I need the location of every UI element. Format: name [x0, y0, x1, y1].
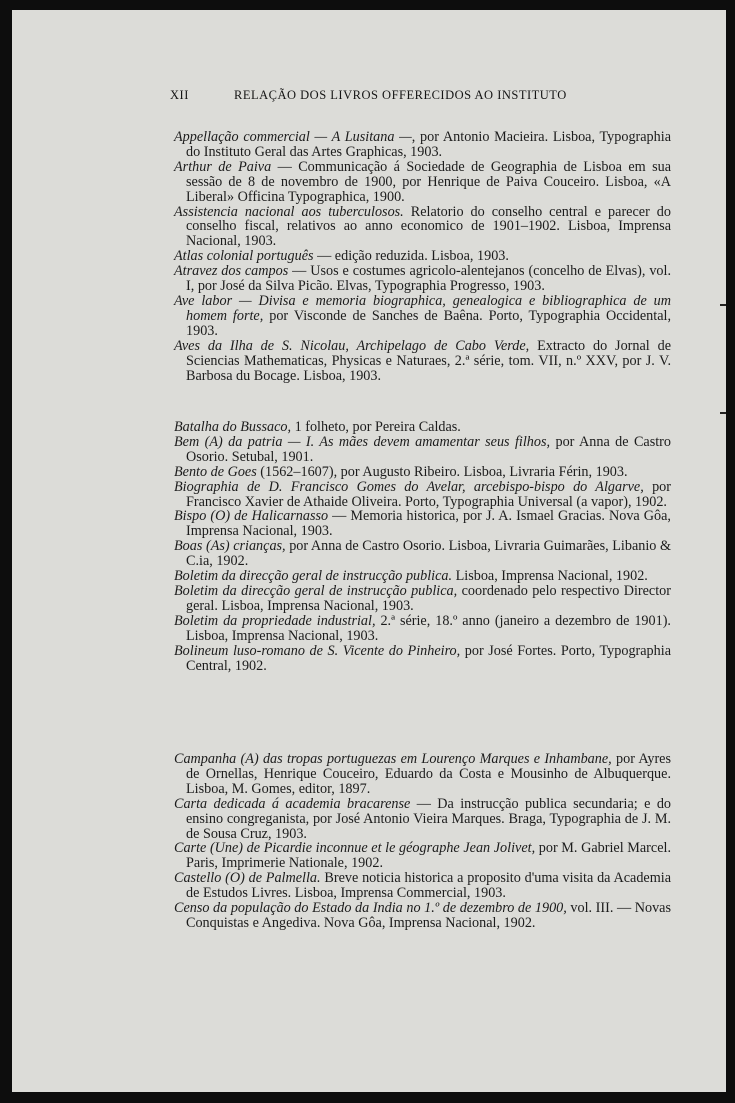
- entry-title: Aves da Ilha de S. Nicolau, Archipelago de Cabo Verde,: [174, 337, 530, 354]
- document-page: [12, 10, 726, 1092]
- entry-title: Appellação commercial — A Lusitana —: [174, 129, 412, 145]
- section-c: [174, 752, 671, 931]
- entry-title: Ave labor — Divisa e memoria biographica, genealogica e bibliographica de um homem forte,: [174, 292, 671, 324]
- section-b: [174, 420, 671, 673]
- bib-entry: [174, 509, 671, 539]
- entry-title: Biographia de D. Francisco Gomes do Avelar, arcebispo-bispo do Algarve,: [174, 478, 644, 495]
- running-title: RELAÇÃO DOS LIVROS OFFERECIDOS AO INSTITUTO: [234, 88, 567, 102]
- bib-entry: [174, 539, 671, 569]
- entry-title: Boletim da propriedade industrial,: [174, 612, 376, 629]
- section-a: [174, 130, 671, 383]
- bib-entry: [174, 294, 671, 339]
- edge-mark: [720, 304, 726, 306]
- bib-entry: [174, 339, 671, 384]
- entry-title: Boletim da direcção geral de instrucção publica.: [174, 568, 453, 585]
- entry-title: Boas (As) crianças,: [174, 538, 286, 555]
- bib-entry: [174, 569, 671, 584]
- bib-entry: [174, 435, 671, 465]
- bib-entry: [174, 841, 671, 871]
- bib-entry: [174, 264, 671, 294]
- entry-details: Lisboa, Imprensa Nacional, 1902.: [452, 568, 648, 585]
- entry-details: — Communicação á Sociedade de Geographia de Lisboa em sua sessão de 8 de novembro de 1900, por Henrique de Paiva Couceiro. Lisboa, «A Liberal» Officina Typographica, 1900.: [186, 158, 671, 205]
- bib-entry: [174, 420, 671, 435]
- entry-details: por M. Gabriel Marcel. Paris, Imprimerie Nationale, 1902.: [186, 840, 671, 872]
- entry-title: Boletim da direcção geral de instrucção publica,: [174, 582, 458, 599]
- entry-details: — Usos e costumes agricolo-alentejanos (concelho de Elvas), vol. I, por José da Silva Picão. Elvas, Typographia Progresso, 1903.: [186, 263, 671, 295]
- entry-details: Breve noticia historica a proposito d'uma visita da Academia de Estudos Livres. Lisboa, Imprensa Commercial, 1903.: [186, 870, 671, 902]
- entry-title: Bispo (O) de Halicarnasso: [174, 508, 329, 525]
- entry-details: por Ayres de Ornellas, Henrique Couceiro, Eduardo da Costa e Mousinho de Albuquerque. Lisboa, M. Gomes, editor, 1897.: [186, 751, 671, 797]
- entry-details: — Da instrucção publica secundaria; e do ensino congreganista, por José Antonio Vieira Marques. Braga, Typographia de J. M. de Sousa Cruz, 1903.: [186, 795, 672, 842]
- entry-details: 1 folheto, por Pereira Caldas.: [291, 419, 461, 435]
- entry-title: Assistencia nacional aos tuberculosos.: [174, 203, 404, 220]
- entry-title: Atlas colonial português: [174, 248, 314, 265]
- entry-title: Batalha do Bussaco,: [174, 419, 292, 435]
- entry-details: por Visconde de Sanches de Baêna. Porto, Typographia Occidental, 1903.: [186, 307, 671, 339]
- bib-entry: [174, 465, 671, 480]
- entry-details: — Memoria historica, por J. A. Ismael Gracias. Nova Gôa, Imprensa Nacional, 1903.: [186, 508, 671, 540]
- entry-title: Bento de Goes: [174, 463, 257, 480]
- entry-details: (1562–1607), por Augusto Ribeiro. Lisboa, Livraria Férin, 1903.: [256, 463, 628, 480]
- bib-entry: [174, 205, 671, 250]
- bib-entry: [174, 130, 671, 160]
- entry-details: por Anna de Castro Osorio. Lisboa, Livraria Guimarães, Libanio & C.ia, 1902.: [186, 538, 671, 570]
- bib-entry: [174, 797, 671, 842]
- entry-details: vol. III. — Novas Conquistas e Angediva. Nova Gôa, Imprensa Nacional, 1902.: [186, 900, 671, 931]
- entry-details: 2.ª série, 18.º anno (janeiro a dezembro de 1901). Lisboa, Imprensa Nacional, 1903.: [186, 612, 671, 644]
- entry-details: Extracto do Jornal de Sciencias Mathematicas, Physicas e Naturaes, 2.ª série, tom. VII, n.º XXV, por J. V. Barbosa du Bocage. Lisboa, 1903.: [186, 337, 671, 384]
- edge-mark: [720, 412, 726, 414]
- bib-entry: [174, 160, 671, 205]
- bib-entry: [174, 614, 671, 644]
- entry-details: , por Antonio Macieira. Lisboa, Typographia do Instituto Geral das Artes Graphicas, 1903.: [186, 129, 671, 160]
- entry-title: Atravez dos campos: [174, 263, 289, 280]
- entry-details: por Francisco Xavier de Athaide Oliveira. Porto, Typographia Universal (a vapor), 1902.: [186, 478, 672, 510]
- bib-entry: [174, 901, 671, 931]
- bib-entry: [174, 644, 671, 674]
- bib-entry: [174, 752, 671, 797]
- entry-details: por José Fortes. Porto, Typographia Central, 1902.: [186, 642, 671, 674]
- running-header: [12, 88, 726, 108]
- page-number: XII: [170, 88, 189, 102]
- entry-title: Arthur de Paiva: [174, 158, 272, 175]
- entry-details: por Anna de Castro Osorio. Setubal, 1901.: [186, 433, 671, 465]
- bib-entry: [174, 480, 671, 510]
- entry-details: — edição reduzida. Lisboa, 1903.: [313, 248, 509, 265]
- entry-title: Carta dedicada á academia bracarense: [174, 795, 411, 812]
- bib-entry: [174, 584, 671, 614]
- entry-details: Relatorio do conselho central e parecer do conselho fiscal, relativos ao anno economico de 1901–1902. Lisboa, Imprensa Nacional, 1903.: [186, 203, 671, 250]
- entry-title: Castello (O) de Palmella.: [174, 870, 321, 887]
- entry-title: Bem (A) da patria — I. As mães devem amamentar seus filhos,: [174, 433, 551, 450]
- entry-title: Carte (Une) de Picardie inconnue et le géographe Jean Jolivet,: [174, 840, 536, 857]
- entry-title: Campanha (A) das tropas portuguezas em Lourenço Marques e Inhambane,: [174, 751, 612, 767]
- entry-title: Censo da população do Estado da India no 1.º de dezembro de 1900,: [174, 900, 567, 917]
- entry-details: coordenado pelo respectivo Director geral. Lisboa, Imprensa Nacional, 1903.: [186, 582, 671, 614]
- bib-entry: [174, 249, 671, 264]
- bib-entry: [174, 871, 671, 901]
- entry-title: Bolineum luso-romano de S. Vicente do Pinheiro,: [174, 642, 461, 659]
